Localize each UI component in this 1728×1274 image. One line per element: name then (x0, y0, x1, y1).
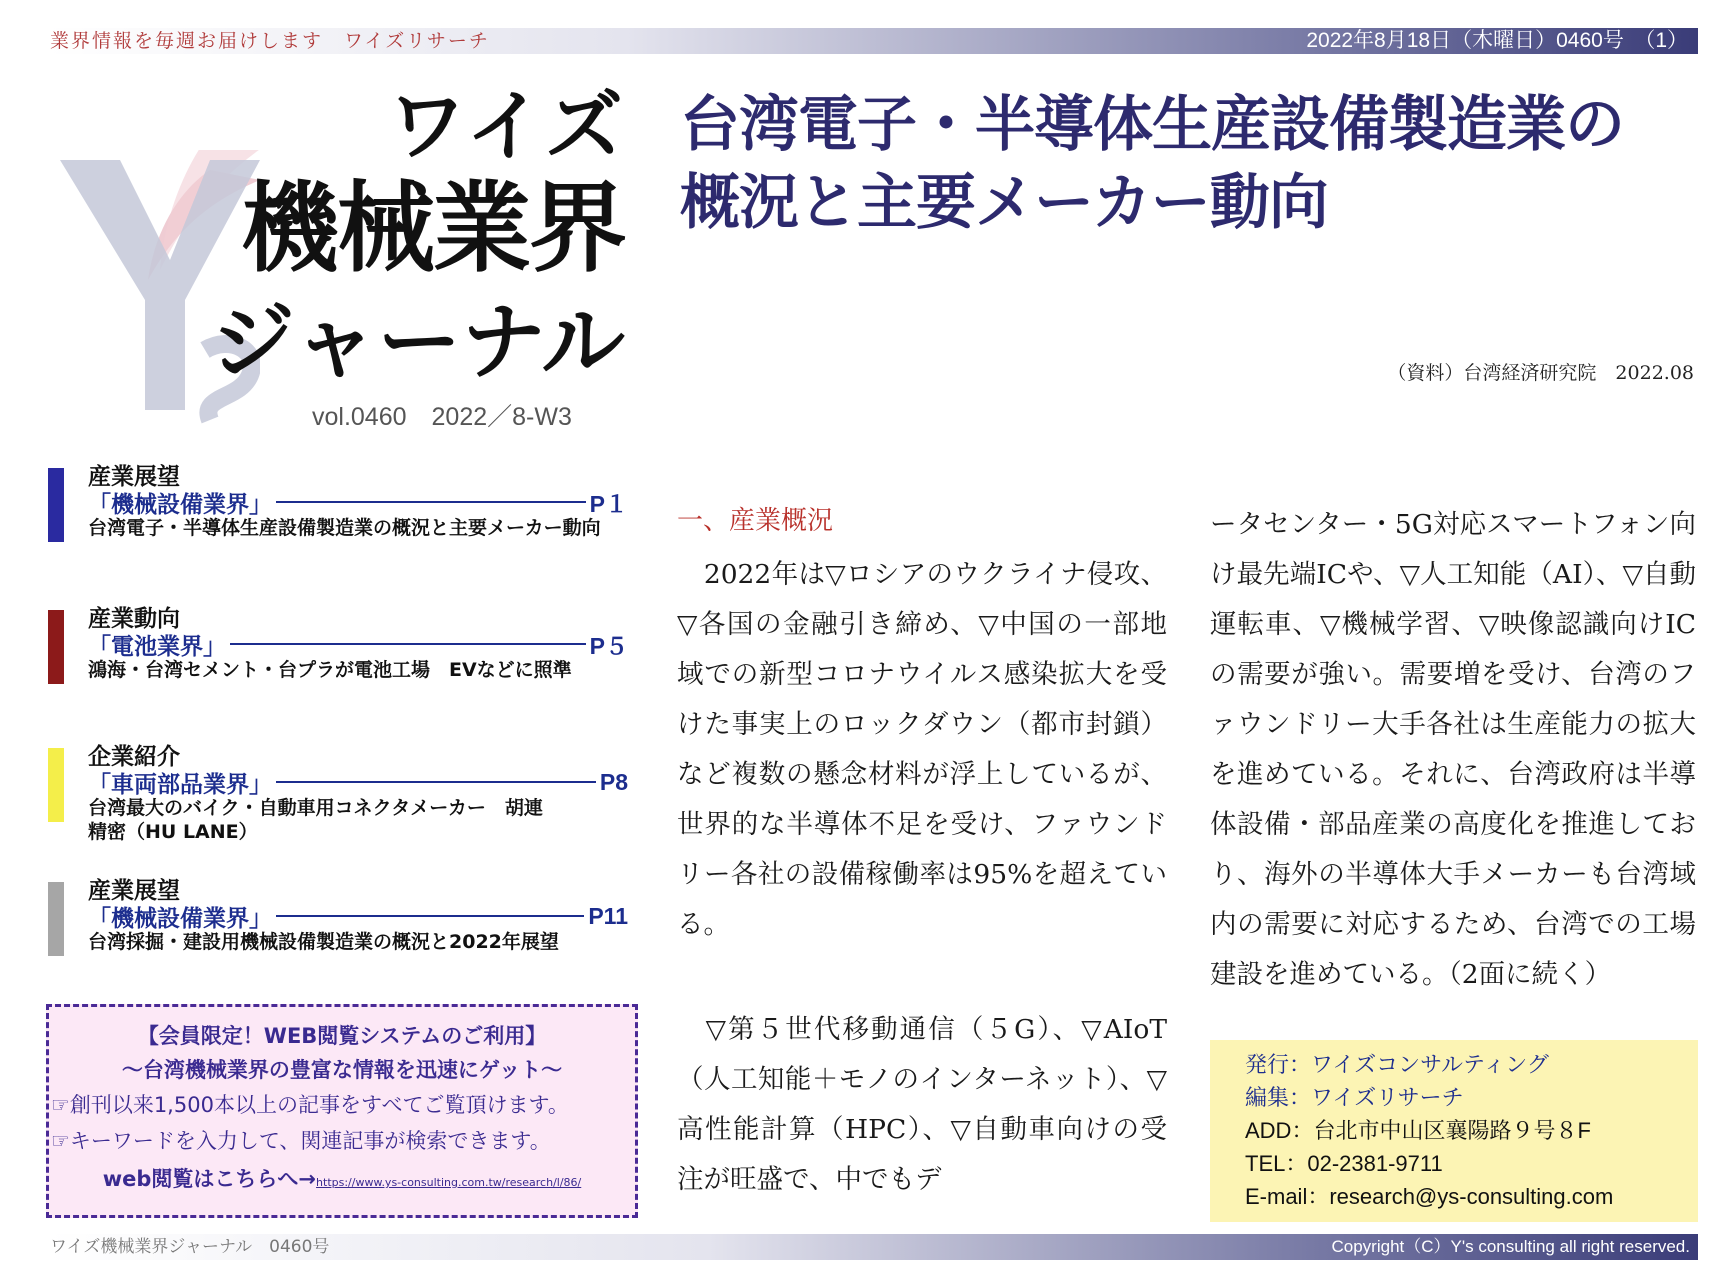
toc-page: P11 (588, 902, 628, 929)
toc-page: P8 (599, 768, 628, 795)
headline-line1: 台湾電子・半導体生産設備製造業の (680, 90, 1624, 160)
toc-sector: 「車両部品業界」 (88, 771, 272, 798)
toc-leader-rule (276, 781, 596, 783)
toc-category: 産業展望 (88, 878, 180, 904)
article-column-1 (677, 550, 1167, 950)
member-box-title: 【会員限定！WEB閲覧システムのご利用】 (137, 1024, 547, 1048)
toc-category: 企業紹介 (88, 744, 180, 770)
issue-date: 2022年8月18日（木曜日）0460号 （1） (1306, 29, 1688, 52)
publisher-name: 発行：ワイズコンサルティング (1245, 1052, 1549, 1077)
section-title: 一、産業概況 (677, 506, 834, 536)
toc-description: 台湾採掘・建設用機械設備製造業の概況と2022年展望 (88, 931, 559, 953)
article-paragraph-2: ▽第５世代移動通信（５G）、▽AIoT（人工知能＋モノのインターネット）、▽高性能計算（HPC）、▽自動車向けの受注が旺盛で、中でもデ (677, 1014, 1167, 1195)
member-bullet-2: ☞キーワードを入力して、関連記事が検索できます。 (51, 1129, 551, 1153)
toc-description: 台湾最大のバイク・自動車用コネクタメーカー 胡連精密（HU LANE） (88, 797, 543, 843)
toc-description: 鴻海・台湾セメント・台プラが電池工場 EVなどに照準 (88, 659, 572, 681)
header-tagline: 業界情報を毎週お届けします ワイズリサーチ (50, 30, 490, 52)
editor-name: 編集：ワイズリサーチ (1245, 1085, 1464, 1110)
volume-label: vol.0460 2022／8-W3 (312, 403, 572, 431)
footer-copyright: Copyright（C）Y's consulting all right reserved. (1331, 1237, 1690, 1256)
toc-color-bar (48, 748, 64, 822)
toc-color-bar (48, 882, 64, 956)
member-bullet-1: ☞創刊以来1,500本以上の記事をすべてご覧頂けます。 (51, 1093, 569, 1117)
member-info-box (46, 1004, 638, 1218)
toc-color-bar (48, 468, 64, 542)
brand-line3: ジャーナル (210, 293, 625, 391)
web-access-label: web閲覧はこちらへ→ (102, 1167, 317, 1191)
publisher-address: ADD：台北市中山区襄陽路９号８F (1245, 1118, 1591, 1143)
publisher-email[interactable]: E-mail：research@ys-consulting.com (1245, 1184, 1614, 1209)
article-column-2 (1210, 500, 1696, 1000)
footer-left: ワイズ機械業界ジャーナル 0460号 (50, 1237, 330, 1257)
web-access-url[interactable]: https://www.ys-consulting.com.tw/research/l/86/ (316, 1176, 582, 1189)
publisher-info-box (1210, 1040, 1698, 1222)
toc-description: 台湾電子・半導体生産設備製造業の概況と主要メーカー動向 (88, 517, 601, 539)
publisher-tel: TEL：02-2381-9711 (1245, 1151, 1443, 1176)
toc-leader-rule (230, 643, 586, 645)
toc-leader-rule (276, 501, 586, 503)
article-paragraph-1: 2022年は▽ロシアのウクライナ侵攻、▽各国の金融引き締め、▽中国の一部地域での新型コロナウイルス感染拡大を受けた事実上のロックダウン（都市封鎖）など複数の懸念材料が浮上しているが、世界的な半導体不足を受け、ファウンドリー各社の設備稼働率は95%を超えている。 (677, 559, 1167, 940)
toc-color-bar (48, 610, 64, 684)
toc-entry-line (88, 768, 628, 796)
toc-sector: 「電池業界」 (88, 633, 226, 660)
headline (680, 86, 1690, 242)
toc-item-2[interactable] (48, 600, 628, 690)
web-access-link[interactable] (49, 1159, 635, 1203)
toc-leader-rule (276, 915, 584, 917)
toc-category: 産業動向 (88, 606, 180, 632)
toc-sector: 「機械設備業界」 (88, 905, 272, 932)
toc-page: P５ (589, 632, 628, 659)
toc-page: P１ (589, 490, 628, 517)
brand-line2: 機械業界 (240, 172, 625, 286)
brand-line1: ワイズ (388, 82, 625, 172)
source-note: （資料）台湾経済研究院 2022.08 (1387, 362, 1694, 384)
toc-item-1[interactable] (48, 458, 628, 568)
headline-line2: 概況と主要メーカー動向 (680, 168, 1328, 238)
toc-item-3[interactable] (48, 738, 628, 848)
toc-item-4[interactable] (48, 872, 628, 972)
member-box-subtitle: ～台湾機械業界の豊富な情報を迅速にゲット～ (121, 1058, 563, 1082)
article-column-1-continued (677, 1005, 1167, 1205)
toc-category: 産業展望 (88, 464, 180, 490)
toc-entry-line (88, 902, 628, 930)
toc-entry-line (88, 630, 628, 658)
toc-sector: 「機械設備業界」 (88, 491, 272, 518)
toc-entry-line (88, 488, 628, 516)
article-paragraph-3: ータセンター・5G対応スマートフォン向け最先端ICや、▽人工知能（AI）、▽自動運転車、▽機械学習、▽映像認識向けICの需要が強い。需要増を受け、台湾のファウンドリー大手各社は生産能力の拡大を進めている。それに、台湾政府は半導体設備・部品産業の高度化を推進しており、海外の半導体大手メーカーも台湾域内の需要に対応するため、台湾での工場建設を進めている。（2面に続く） (1210, 509, 1696, 990)
